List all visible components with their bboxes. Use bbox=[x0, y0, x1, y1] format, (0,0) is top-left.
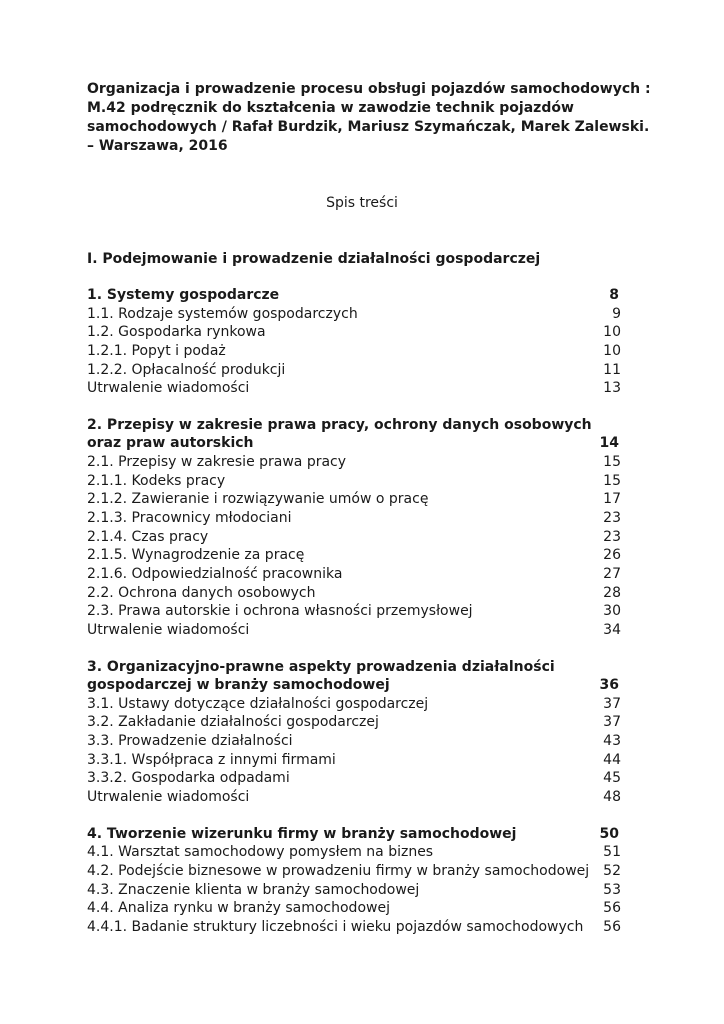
toc-entry-title: 3.1. Ustawy dotyczące działalności gospodarczej bbox=[87, 695, 429, 712]
chapter-heading bbox=[87, 434, 621, 453]
chapter-page-number: 8 bbox=[609, 287, 619, 303]
toc-entry-title: 1.2. Gospodarka rynkowa bbox=[87, 324, 266, 341]
toc-entry-title: 1.2.1. Popyt i podaż bbox=[87, 342, 226, 359]
toc-entry-title: 2.3. Prawa autorskie i ochrona własności przemysłowej bbox=[87, 603, 473, 620]
toc-entry-title: 4.3. Znaczenie klienta w branży samochodowej bbox=[87, 881, 420, 898]
toc-entry-page: 51 bbox=[603, 844, 621, 861]
toc-entry-page: 10 bbox=[603, 324, 621, 341]
toc-entry bbox=[87, 788, 621, 807]
toc-entry-title: 3.2. Zakładanie działalności gospodarczej bbox=[87, 714, 379, 731]
bibliographic-header bbox=[87, 80, 651, 156]
chapter-heading-title: 2. Przepisy w zakresie prawa pracy, ochrony danych osobowych bbox=[87, 416, 592, 433]
toc-entry bbox=[87, 602, 621, 621]
toc-entry-page: 27 bbox=[603, 565, 621, 582]
header-line: – Warszawa, 2016 bbox=[87, 138, 228, 154]
toc-entry bbox=[87, 305, 621, 324]
toc-entry-title: 4.4. Analiza rynku w branży samochodowej bbox=[87, 900, 390, 917]
toc-entry-title: 4.2. Podejście biznesowe w prowadzeniu firmy w branży samochodowej bbox=[87, 862, 590, 879]
toc-entry-title: 2.2. Ochrona danych osobowych bbox=[87, 584, 316, 601]
header-line: M.42 podręcznik do kształcenia w zawodzie technik pojazdów bbox=[87, 100, 574, 116]
toc-chapter bbox=[87, 286, 621, 398]
chapter-heading-title: 4. Tworzenie wizerunku firmy w branży samochodowej bbox=[87, 825, 517, 842]
toc-entry-title: 2.1.1. Kodeks pracy bbox=[87, 472, 226, 489]
chapter-page-number: 14 bbox=[599, 435, 619, 452]
toc-entry bbox=[87, 751, 621, 770]
chapter-page-number: 50 bbox=[599, 825, 619, 842]
toc-entry-page: 34 bbox=[603, 621, 621, 638]
toc-entry bbox=[87, 862, 621, 881]
toc-entry-page: 48 bbox=[603, 789, 621, 806]
chapter-heading bbox=[87, 676, 621, 695]
toc-entry-title: 2.1.4. Czas pracy bbox=[87, 528, 209, 545]
toc-entry-title: 2.1.2. Zawieranie i rozwiązywanie umów o pracę bbox=[87, 491, 429, 508]
toc-entry-title: Utrwalenie wiadomości bbox=[87, 789, 250, 806]
toc-entry-title: 1.2.2. Opłacalność produkcji bbox=[87, 361, 286, 378]
toc-entry-page: 15 bbox=[603, 454, 621, 471]
toc-entry-title: 2.1.5. Wynagrodzenie za pracę bbox=[87, 547, 305, 564]
toc-entry bbox=[87, 713, 621, 732]
toc-entry bbox=[87, 361, 621, 380]
toc-entry-title: 1.1. Rodzaje systemów gospodarczych bbox=[87, 305, 358, 322]
toc-entry-title: 2.1.6. Odpowiedzialność pracownika bbox=[87, 565, 343, 582]
toc-entry-title: 2.1.3. Pracownicy młodociani bbox=[87, 510, 292, 527]
toc-entry bbox=[87, 918, 621, 937]
toc-entry-title: 3.3.2. Gospodarka odpadami bbox=[87, 770, 290, 787]
toc-entry bbox=[87, 881, 621, 900]
toc-entry bbox=[87, 621, 621, 640]
toc-entry-page: 44 bbox=[603, 751, 621, 768]
toc-entry-title: 2.1. Przepisy w zakresie prawa pracy bbox=[87, 454, 347, 471]
toc-entry bbox=[87, 379, 621, 398]
toc-entry bbox=[87, 565, 621, 584]
toc-entry bbox=[87, 732, 621, 751]
chapter-heading-title: 3. Organizacyjno-prawne aspekty prowadzenia działalności bbox=[87, 658, 555, 675]
chapter-heading-title: oraz praw autorskich bbox=[87, 435, 254, 452]
header-line: samochodowych / Rafał Burdzik, Mariusz Szymańczak, Marek Zalewski. bbox=[87, 119, 650, 135]
toc-entry-title: 3.3. Prowadzenie działalności bbox=[87, 733, 293, 750]
chapter-heading bbox=[87, 658, 621, 677]
toc-entry-title: Utrwalenie wiadomości bbox=[87, 380, 250, 397]
toc-entry bbox=[87, 584, 621, 603]
chapter-heading bbox=[87, 286, 621, 305]
toc-entry-page: 45 bbox=[603, 770, 621, 787]
toc-entry-page: 9 bbox=[612, 305, 621, 322]
toc-entry-page: 56 bbox=[603, 918, 621, 935]
toc-chapter bbox=[87, 416, 621, 640]
toc-entry-page: 26 bbox=[603, 547, 621, 564]
chapter-heading-title: gospodarczej w branży samochodowej bbox=[87, 677, 390, 694]
table-of-contents bbox=[87, 286, 621, 955]
toc-entry-page: 37 bbox=[603, 714, 621, 731]
header-line: Organizacja i prowadzenie procesu obsługi pojazdów samochodowych : bbox=[87, 81, 651, 97]
toc-entry-page: 43 bbox=[603, 733, 621, 750]
toc-entry bbox=[87, 323, 621, 342]
toc-entry-page: 52 bbox=[603, 862, 621, 879]
toc-entry bbox=[87, 453, 621, 472]
toc-entry bbox=[87, 509, 621, 528]
toc-entry bbox=[87, 546, 621, 565]
toc-entry-page: 56 bbox=[603, 900, 621, 917]
toc-entry-title: 3.3.1. Współpraca z innymi firmami bbox=[87, 751, 336, 768]
toc-entry bbox=[87, 528, 621, 547]
toc-entry-page: 30 bbox=[603, 603, 621, 620]
toc-entry-page: 28 bbox=[603, 584, 621, 601]
toc-entry-page: 11 bbox=[603, 361, 621, 378]
toc-entry bbox=[87, 342, 621, 361]
chapter-page-number: 36 bbox=[599, 677, 619, 694]
toc-entry bbox=[87, 843, 621, 862]
toc-entry bbox=[87, 490, 621, 509]
toc-entry-title: 4.4.1. Badanie struktury liczebności i wieku pojazdów samochodowych bbox=[87, 918, 584, 935]
toc-entry bbox=[87, 899, 621, 918]
toc-title: Spis treści bbox=[326, 195, 398, 211]
part-heading: I. Podejmowanie i prowadzenie działalności gospodarczej bbox=[87, 251, 541, 267]
toc-entry-page: 23 bbox=[603, 510, 621, 527]
chapter-heading bbox=[87, 825, 621, 844]
toc-chapter bbox=[87, 658, 621, 807]
toc-entry bbox=[87, 472, 621, 491]
toc-entry-page: 15 bbox=[603, 472, 621, 489]
toc-entry-page: 13 bbox=[603, 380, 621, 397]
toc-entry bbox=[87, 695, 621, 714]
toc-entry-page: 10 bbox=[603, 342, 621, 359]
toc-entry-title: Utrwalenie wiadomości bbox=[87, 621, 250, 638]
toc-entry bbox=[87, 769, 621, 788]
toc-entry-page: 53 bbox=[603, 881, 621, 898]
toc-entry-page: 23 bbox=[603, 528, 621, 545]
toc-entry-page: 37 bbox=[603, 695, 621, 712]
chapter-heading-title: 1. Systemy gospodarcze bbox=[87, 287, 280, 303]
toc-chapter bbox=[87, 825, 621, 937]
toc-entry-title: 4.1. Warsztat samochodowy pomysłem na biznes bbox=[87, 844, 434, 861]
toc-entry-page: 17 bbox=[603, 491, 621, 508]
chapter-heading bbox=[87, 416, 621, 435]
